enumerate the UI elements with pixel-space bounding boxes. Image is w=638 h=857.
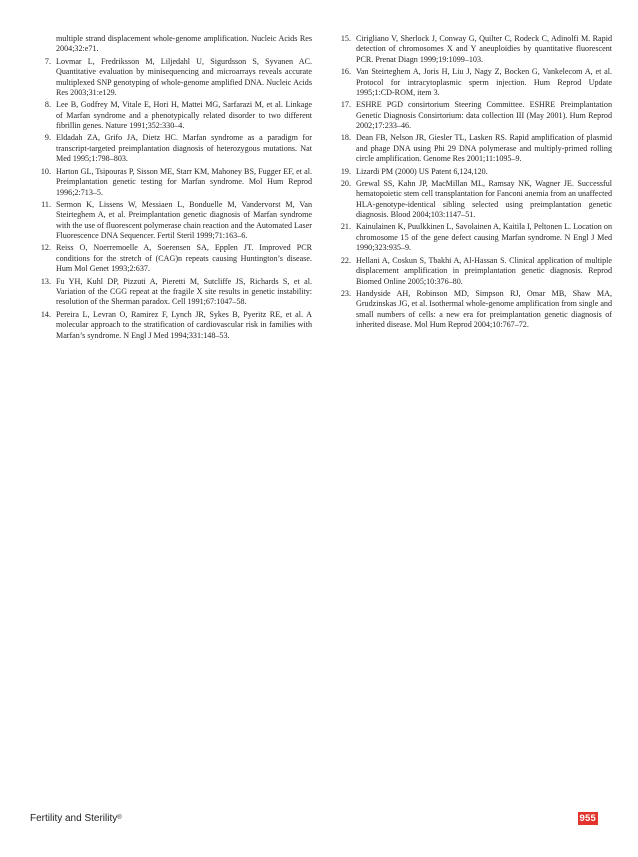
reference-item xyxy=(330,289,612,331)
reference-text: multiple strand displacement whole-genome amplification. Nucleic Acids Res 2004;32:e71. xyxy=(56,34,312,54)
reference-text: Grewal SS, Kahn JP, MacMillan ML, Ramsay NK, Wagner JE. Successful hematopoietic stem cell transplantation for Fanconi anemia from an unaffected HLA-genotype-identical sibling selected using preimplantation genetic diagnosis. Blood 2004;103:1147–51. xyxy=(356,178,612,220)
reference-text: Lovmar L, Fredriksson M, Liljedahl U, Sigurdsson S, Syvanen AC. Quantitative evaluation by minisequencing and microarrays reveals accurate multiplexed SNP genotyping of whole-genome amplified DNA. Nucleic Acids Res 2003;31:e129. xyxy=(56,56,312,98)
reference-item xyxy=(30,200,312,242)
reference-item xyxy=(330,256,612,287)
reference-item xyxy=(330,179,612,221)
reference-item xyxy=(30,57,312,99)
reference-text: Van Steirteghem A, Joris H, Liu J, Nagy Z, Bocken G, Vankelecom A, et al. Protocol for intracytoplasmic sperm injection. Hum Reprod Update 1995;1:CD-ROM, item 3. xyxy=(356,67,612,98)
reference-item xyxy=(30,133,312,164)
reference-item xyxy=(330,167,612,177)
reference-number: 18. xyxy=(340,133,351,143)
reference-column-left xyxy=(30,34,312,343)
reference-number: 10. xyxy=(40,166,51,176)
reference-number: 23. xyxy=(340,288,351,298)
reference-number: 7. xyxy=(44,56,51,66)
journal-name xyxy=(30,812,122,826)
reference-text: Harton GL, Tsipouras P, Sisson ME, Starr KM, Mahoney BS, Fugger EF, et al. Preimplantation genetic testing for Marfan syndrome. Mol Hum Reprod 1996;2:713–5. xyxy=(56,166,312,197)
journal-title: Fertility and Sterility xyxy=(30,813,118,824)
reference-number: 20. xyxy=(340,178,351,188)
reference-number: 15. xyxy=(340,34,351,43)
reference-number: 21. xyxy=(340,222,351,232)
reference-number: 22. xyxy=(340,255,351,265)
reference-number: 14. xyxy=(40,309,51,319)
reference-number: 16. xyxy=(340,67,351,77)
reference-text: Reiss O, Noerremoelle A, Soerensen SA, Epplen JT. Improved PCR conditions for the stretch of (CAG)n repeats causing Huntington’s disease. Hum Mol Genet 1993;2:637. xyxy=(56,243,312,274)
reference-number: 17. xyxy=(340,100,351,110)
reference-item xyxy=(330,67,612,98)
reference-item xyxy=(330,133,612,164)
reference-text: Fu YH, Kuhl DP, Pizzuti A, Pieretti M, Sutcliffe JS, Richards S, et al. Variation of the CGG repeat at the fragile X site results in genetic instability: resolution of the Sherman paradox. Cell 1991;67:1047–58. xyxy=(56,276,312,307)
reference-text: Lee B, Godfrey M, Vitale E, Hori H, Mattei MG, Sarfarazi M, et al. Linkage of Marfan syndrome and a phenotypically related disorder to two different fibrillin genes. Nature 1991;352:330–4. xyxy=(56,100,312,131)
reference-number: 12. xyxy=(40,243,51,253)
reference-list-right xyxy=(330,34,612,331)
reference-number: 8. xyxy=(44,100,51,110)
reference-item xyxy=(30,277,312,308)
registered-mark: ® xyxy=(117,815,122,821)
reference-item xyxy=(330,222,612,253)
reference-text: ESHRE PGD consirtorium Steering Committee. ESHRE Preimplantation Genetic Diagnosis Consirtorium: data collection III (May 2001). Hum Reprod 2002;17:233–46. xyxy=(356,100,612,131)
reference-text: Pereira L, Levran O, Ramirez F, Lynch JR, Sykes B, Pyeritz RE, et al. A molecular approach to the stratification of cardiovascular risk in families with Marfan’s syndrome. N Engl J Med 1994;331:148–53. xyxy=(56,309,312,340)
reference-item xyxy=(330,34,612,65)
page-footer xyxy=(30,812,598,826)
reference-text: Hellani A, Coskun S, Tbakhi A, Al-Hassan S. Clinical application of multiple displacement amplification in preimplantation genetic diagnosis. Reprod Biomed Online 2005;10:376–80. xyxy=(356,255,612,286)
reference-text: Handyside AH, Robinson MD, Simpson RJ, Omar MB, Shaw MA, Grudzinskas JG, et al. Isothermal whole-genome amplification from single and small numbers of cells: a new era for preimplantation genetic diagnosis of inherited disease. Mol Hum Reprod 2004;10:767–72. xyxy=(356,288,613,330)
reference-list xyxy=(30,34,612,343)
reference-text: Kainulainen K, Puulkkinen L, Savolainen A, Kaitila I, Peltonen L. Location on chromosome 15 of the gene defect causing Marfan syndrome. N Engl J Med 1990;323:935–9. xyxy=(356,222,612,253)
reference-text: Eldadah ZA, Grifo JA, Dietz HC. Marfan syndrome as a paradigm for transcript-targeted preimplantation diagnosis of heterozygous mutations. Nat Med 1995;1:798–803. xyxy=(56,133,312,164)
reference-text: Sermon K, Lissens W, Messiaen L, Bonduelle M, Vandervorst M, Van Steirteghem A, et al. Preimplantation genetic diagnosis of Marfan syndrome with the use of fluorescent polymerase chain reaction and the Automated Laser Fluorescence DNA Sequencer. Fertil Steril 1999;71:163–6. xyxy=(56,199,312,241)
reference-text: Lizardi PM (2000) US Patent 6,124,120. xyxy=(356,166,488,176)
reference-list-left xyxy=(30,34,312,341)
reference-item xyxy=(30,243,312,274)
reference-text: Cirigliano V, Sherlock J, Conway G, Quilter C, Rodeck C, Adinolfi M. Rapid detection of chromosomes X and Y aneuploidies by quantitative fluorescent PCR. Prenat Diagn 1999;19:1099–103. xyxy=(356,34,612,64)
reference-number: 13. xyxy=(40,276,51,286)
reference-item xyxy=(30,34,312,55)
reference-number: 19. xyxy=(340,166,351,176)
reference-text: Dean FB, Nelson JR, Giesler TL, Lasken RS. Rapid amplification of plasmid and phage DNA using Phi 29 DNA polymerase and multiply-primed rolling circle amplification. Genome Res 2001;11:1095–9. xyxy=(356,133,612,164)
reference-item xyxy=(330,100,612,131)
reference-item xyxy=(30,167,312,198)
reference-item xyxy=(30,100,312,131)
reference-number: 11. xyxy=(41,199,51,209)
reference-number: 9. xyxy=(44,133,51,143)
reference-column-right xyxy=(330,34,612,343)
reference-item xyxy=(30,310,312,341)
page-number: 955 xyxy=(579,813,596,824)
